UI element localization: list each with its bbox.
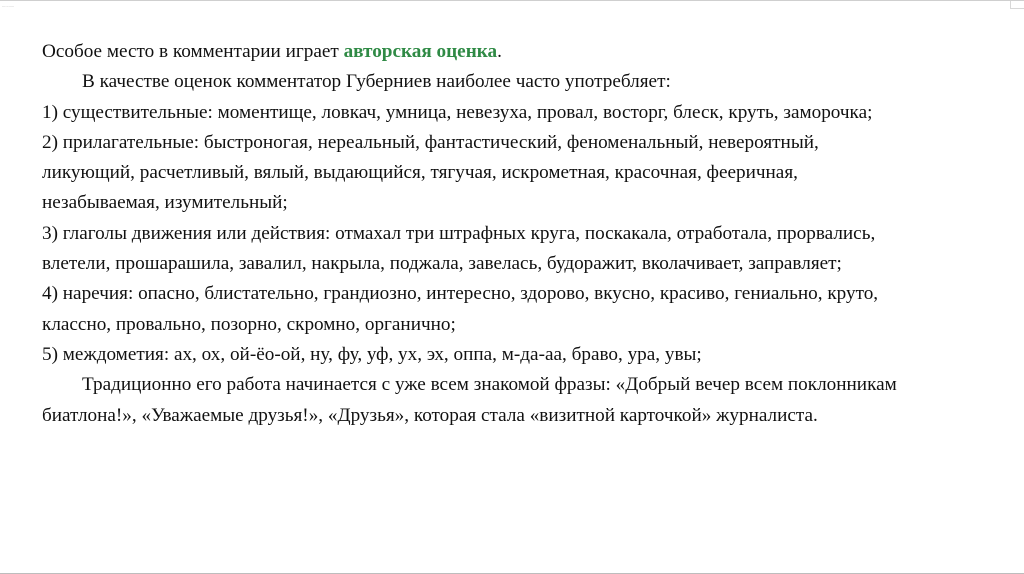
intro-period: . bbox=[497, 41, 502, 62]
closing-line-cont: биатлона!», «Уважаемые друзья!», «Друзья», которая стала «визитной карточкой» журналиста. bbox=[42, 404, 818, 426]
list-item-verbs: 3) глаголы движения или действия: отмахал три штрафных круга, поскакала, отработала, прорвались, bbox=[42, 222, 876, 244]
slide-caption: ........... bbox=[2, 3, 15, 8]
slide-body bbox=[42, 37, 992, 431]
highlight-term: авторская оценка bbox=[343, 41, 498, 62]
corner-mark bbox=[1010, 1, 1024, 9]
list-item-adverbs: 4) наречия: опасно, блистательно, грандиозно, интересно, здорово, вкусно, красиво, гениально, круто, bbox=[42, 283, 879, 305]
list-item-adjectives-cont: ликующий, расчетливый, вялый, выдающийся, тягучая, искрометная, красочная, фееричная, bbox=[42, 162, 798, 184]
list-item-adverbs-cont: классно, провально, позорно, скромно, органично; bbox=[42, 313, 456, 335]
intro-text: Особое место в комментарии играет bbox=[42, 41, 344, 62]
list-item-adjectives-end: незабываемая, изумительный; bbox=[42, 192, 288, 214]
closing-line: Традиционно его работа начинается с уже всем знакомой фразы: «Добрый вечер всем поклонникам bbox=[82, 374, 897, 396]
list-item-nouns: 1) существительные: моментище, ловкач, умница, невезуха, провал, восторг, блеск, круть, заморочка; bbox=[42, 101, 873, 123]
list-item-interjections: 5) междометия: ах, ох, ой-ёо-ой, ну, фу, уф, ух, эх, оппа, м-да-аа, браво, ура, увы; bbox=[42, 343, 702, 365]
intro-line bbox=[42, 37, 992, 67]
list-item-adjectives: 2) прилагательные: быстроногая, нереальный, фантастический, феноменальный, невероятный, bbox=[42, 131, 819, 153]
lead-line: В качестве оценок комментатор Губерниев наиболее часто употребляет: bbox=[82, 71, 671, 93]
list-item-verbs-cont: влетели, прошарашила, завалил, накрыла, поджала, завелась, будоражит, вколачивает, заправляет; bbox=[42, 253, 842, 275]
